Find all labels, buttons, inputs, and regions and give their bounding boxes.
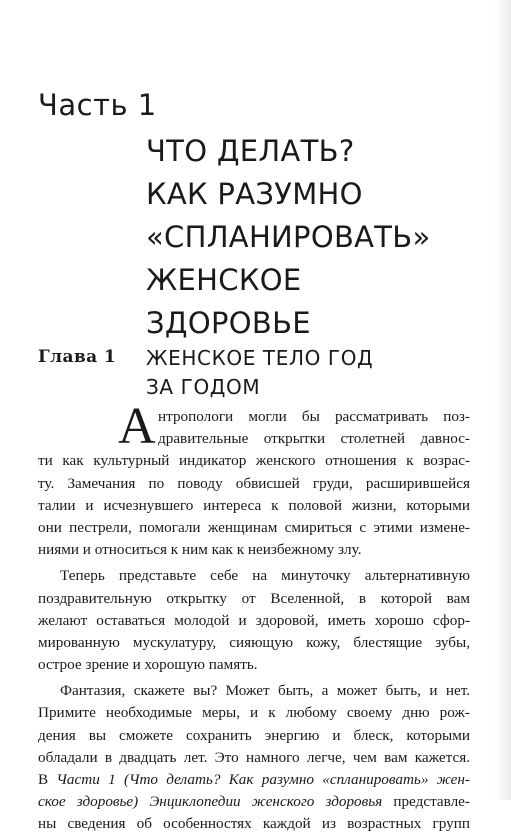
text-line: Теперь представьте себе на минуточку альтернативную [60, 567, 470, 585]
italic-reference: ское здоровье) Энциклопедии женского здоровья [38, 793, 383, 811]
text-line: поздравительную открытку от Вселенной, в которой вам [38, 589, 470, 607]
chapter-title-line: ЖЕНСКОЕ ТЕЛО ГОД [146, 346, 374, 370]
part-title-line: ЗДОРОВЬЕ [146, 306, 311, 340]
text-line: ниями и относиться к ним как к неизбежному злу. [38, 541, 362, 559]
text-line [38, 769, 470, 791]
text-line: Фантазия, скажете вы? Может быть, а может быть, и нет. [60, 682, 470, 700]
part-title-line: ЖЕНСКОЕ [146, 263, 302, 297]
part-title-line: ЧТО ДЕЛАТЬ? [146, 134, 355, 168]
part-title-line: КАК РАЗУМНО [146, 177, 363, 211]
text-line: желают оставаться молодой и здоровой, иметь хорошо сфор- [38, 611, 470, 629]
text-line: нтропологи могли бы рассматривать поз- [158, 408, 470, 425]
paragraph-2 [38, 565, 470, 676]
text-line: ти как культурный индикатор женского отношения к возрас- [38, 452, 470, 470]
part-title [146, 130, 466, 345]
text-line: они пестрели, помогали женщинам смириться с этими измене- [38, 518, 470, 536]
italic-reference: Части 1 (Что делать? Как разумно «спланировать» жен- [56, 771, 470, 788]
paragraph-1 [38, 398, 470, 561]
paragraph-3 [38, 680, 470, 835]
text-line: дения вы сможете сохранить энергию и блеск, которыми [38, 726, 470, 744]
text-fragment: представле- [382, 793, 470, 811]
text-line: Примите необходимые меры, и к любому своему дню рож- [38, 704, 470, 722]
drop-cap: А [118, 398, 156, 455]
text-line: обладали в двадцать лет. Это намного легче, чем вам кажется. [38, 748, 470, 766]
part-label: Часть 1 [38, 88, 157, 122]
text-line [38, 791, 470, 813]
chapter-title [146, 344, 466, 402]
text-line: ны сведения об особенностях каждой из возрастных групп [38, 815, 470, 833]
text-line: мированную мускулатуру, сияющую кожу, блестящие зубы, [38, 633, 470, 651]
text-fragment: В [38, 771, 57, 788]
part-title-line: «СПЛАНИРОВАТЬ» [146, 220, 431, 254]
text-line: дравительные открытки столетней давнос- [158, 430, 470, 448]
chapter-label: Глава 1 [38, 347, 117, 367]
text-line: талии и исчезнувшего интереса к половой жизни, которыми [38, 496, 470, 514]
text-line: острое зрение и хорошую память. [38, 656, 258, 674]
chapter-title-line: ЗА ГОДОМ [146, 375, 261, 399]
text-line: ту. Замечания по поводу обвисшей груди, расширившейся [38, 474, 470, 492]
body-text [38, 398, 470, 836]
page-edge-shadow [493, 0, 511, 800]
